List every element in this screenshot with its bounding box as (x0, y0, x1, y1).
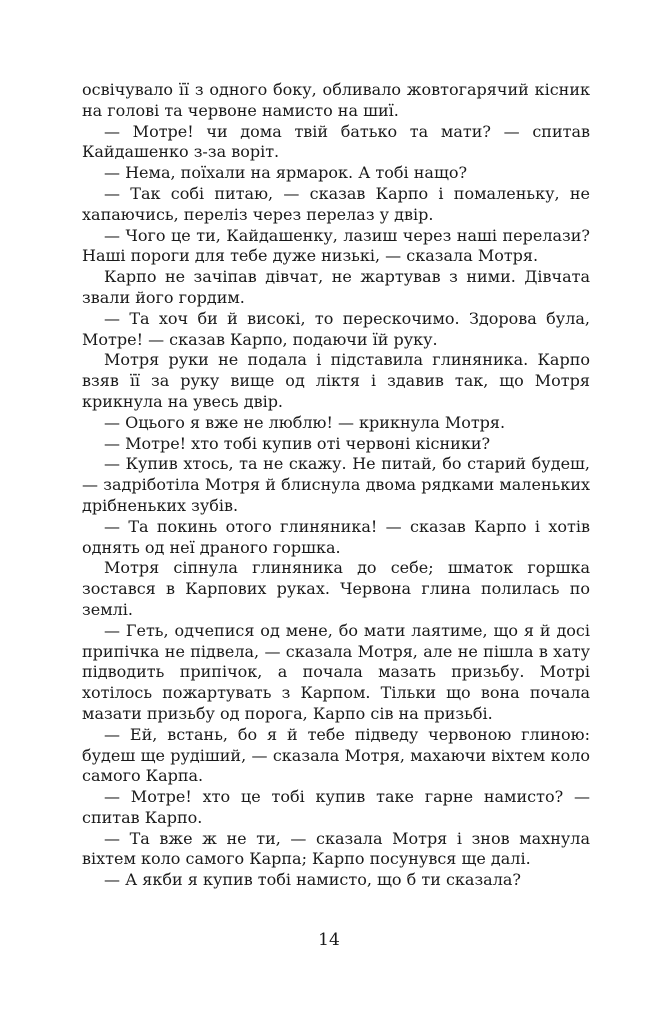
page-body (82, 80, 590, 891)
paragraph: — Оцього я вже не люблю! — крикнула Мотря. (104, 412, 506, 432)
paragraph: Мотря сіпнула глиняника до себе; шматок горшка зостався в Карпових руках. Червона глина полилась по землі. (82, 558, 590, 619)
paragraph: — Купив хтось, та не скажу. Не питай, бо старий будеш, — задріботіла Мотря й блиснула двома рядками маленьких дрібненьких зубів. (82, 454, 590, 515)
paragraph: — Мотре! хто тобі купив оті червоні кісники? (104, 433, 491, 453)
paragraph: Карпо не зачіпав дівчат, не жартував з ними. Дівчата звали його гордим. (82, 267, 590, 307)
paragraph: — Нема, поїхали на ярмарок. А тобі нащо? (104, 163, 468, 183)
paragraph: — А якби я купив тобі намисто, що б ти сказала? (104, 870, 521, 890)
paragraph: Мотря руки не подала і підставила глиняника. Карпо взяв її за руку вище од ліктя і здавив так, що Мотря крикнула на увесь двір. (82, 350, 590, 411)
paragraph: — Так собі питаю, — сказав Карпо і помаленьку, не хапаючись, переліз через перелаз у двір. (82, 183, 590, 224)
paragraph: — Геть, одчепися од мене, бо мати лаятиме, що я й досі припічка не підвела, — сказала Мотря, але не пішла в хату підводить припічок, а почала мазать призьбу. Мотрі хотілось пожартувать з Карпом. Тільки що вона почала мазати призьбу од порога, Карпо сів на призьбі. (82, 620, 590, 723)
paragraph: — Та хоч би й високі, то перескочимо. Здорова була, Мотре! — сказав Карпо, подаючи їй руку. (82, 308, 590, 349)
page-number: 14 (318, 930, 340, 950)
paragraph: — Мотре! чи дома твій батько та мати? — спитав Кайдашенко з-за воріт. (82, 121, 590, 162)
paragraph: — Ей, встань, бо я й тебе підведу червоною глиною: будеш ще рудіший, — сказала Мотря, махаючи віхтем коло самого Карпа. (82, 724, 590, 786)
paragraph: — Та вже ж не ти, — сказала Мотря і знов махнула віхтем коло самого Карпа; Карпо посунувся ще далі. (82, 828, 590, 869)
paragraph: — Чого це ти, Кайдашенку, лазиш через наші перелази? Наші пороги для тебе дуже низькі, — сказала Мотря. (82, 225, 590, 266)
paragraph: — Та покинь отого глиняника! — сказав Карпо і хотів однять од неї драного горшка. (82, 516, 590, 557)
paragraph: — Мотре! хто це тобі купив таке гарне намисто? — спитав Карпо. (82, 787, 590, 827)
paragraph: освічувало її з одного боку, обливало жовтогарячий кісник на голові та червоне намисто на шиї. (82, 80, 590, 120)
